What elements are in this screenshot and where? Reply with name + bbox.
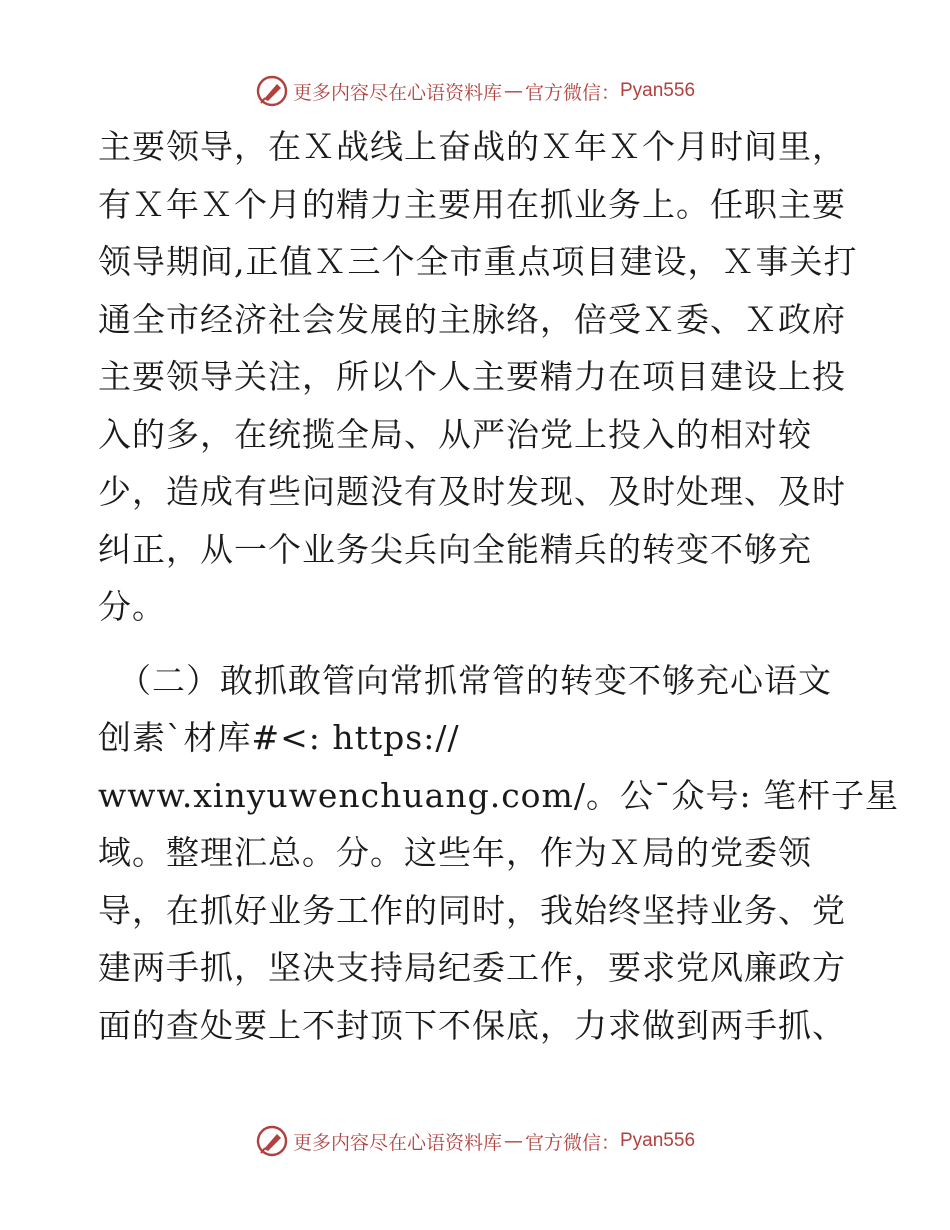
- text-line: 纠正，从一个业务尖兵向全能精兵的转变不够充: [98, 529, 812, 569]
- text-line: 主要领导，在Ｘ战线上奋战的Ｘ年Ｘ个月时间里，: [98, 127, 846, 166]
- text-line: 面的查处要上不封顶下不保底，力求做到两手抓、: [98, 1005, 846, 1045]
- banner-contact-label: 官方微信：: [524, 1131, 620, 1154]
- banner-separator: —: [503, 80, 523, 102]
- document-body: [98, 118, 900, 1054]
- banner-handle: Pyan556: [620, 80, 696, 101]
- text-line: 领导期间,正值Ｘ三个全市重点项目建设，Ｘ事关打: [98, 242, 858, 281]
- text-line: 导，在抓好业务工作的同时，我始终坚持业务、党: [98, 890, 846, 930]
- banner-separator: —: [503, 1130, 523, 1152]
- text-line: 入的多，在统揽全局、从严治党上投入的相对较: [98, 414, 812, 454]
- text-line: 少，造成有些问题没有及时发现、及时处理、及时: [98, 472, 846, 511]
- text-line: （二）敢抓敢管向常抓常管的转变不够充心语文: [118, 660, 832, 700]
- banner-handle: Pyan556: [620, 1130, 696, 1151]
- quill-pen-logo-icon: [255, 1124, 289, 1158]
- banner-text: 更多内容尽在心语资料库: [292, 1131, 502, 1154]
- paragraph-1: [98, 118, 858, 636]
- footer-watermark-banner: [0, 1121, 950, 1161]
- quill-pen-logo-icon: [255, 74, 289, 108]
- text-line: 有Ｘ年Ｘ个月的精力主要用在抓业务上。任职主要: [98, 184, 846, 224]
- paragraph-2: [98, 652, 900, 1055]
- header-watermark-banner: [0, 71, 950, 111]
- text-line: 创素`材库#<: https://: [98, 718, 460, 757]
- text-line: 分。: [98, 587, 166, 626]
- banner-text: 更多内容尽在心语资料库: [292, 81, 502, 104]
- banner-contact-label: 官方微信：: [524, 81, 620, 104]
- text-line: 主要领导关注，所以个人主要精力在项目建设上投: [98, 357, 846, 396]
- text-line: 建两手抓，坚决支持局纪委工作，要求党风廉政方: [98, 948, 846, 987]
- text-line: www.xinyuwenchuang.com/。公¯众号: 笔杆子星: [98, 775, 900, 815]
- text-line: 域。整理汇总。分。这些年，作为Ｘ局的党委领: [98, 833, 812, 872]
- text-line: 通全市经济社会发展的主脉络，倍受Ｘ委、Ｘ政府: [98, 299, 846, 339]
